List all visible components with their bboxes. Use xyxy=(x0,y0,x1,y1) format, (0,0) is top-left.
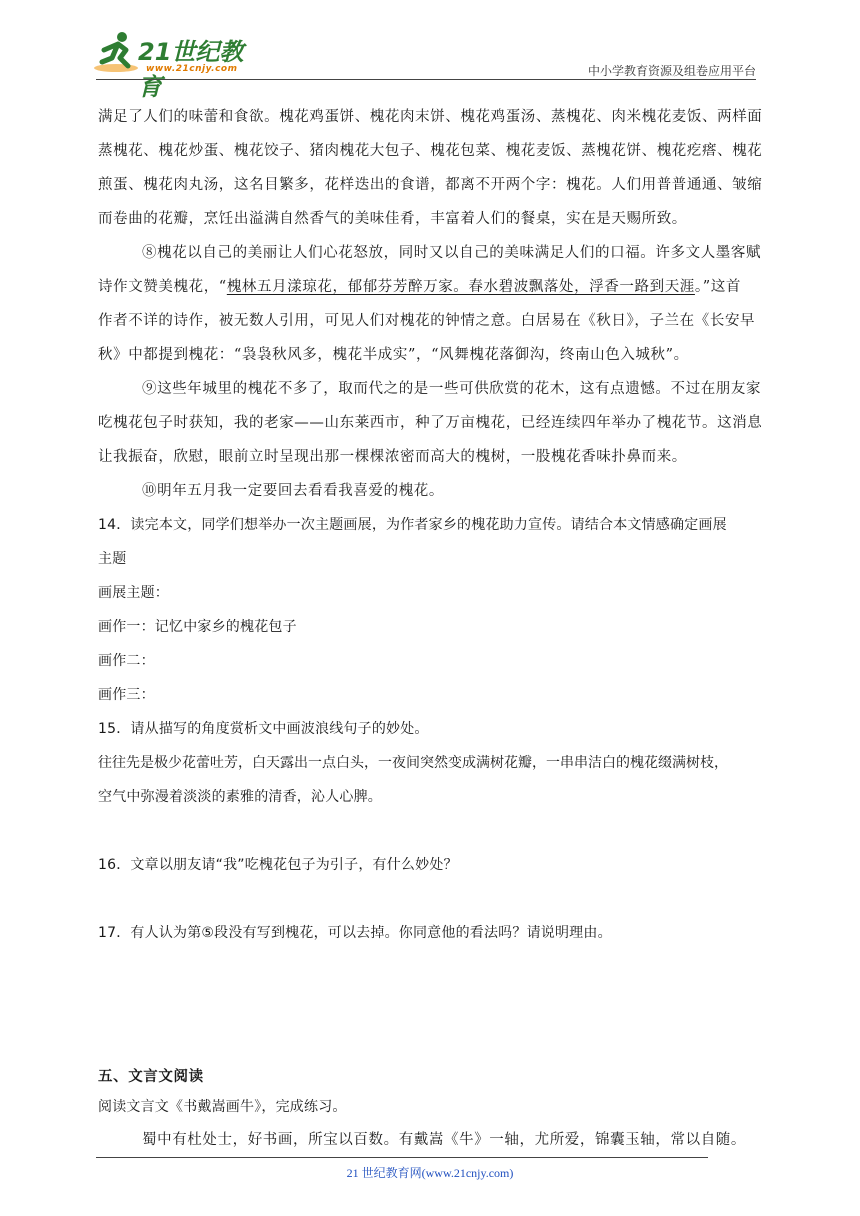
logo-url: www.21cnjy.com xyxy=(146,64,238,74)
footer-site: 21 世纪教育网(www.21cnjy.com) xyxy=(346,1166,514,1180)
classical-text-line: 蜀中有杜处士，好书画，所宝以百数。有戴嵩《牛》一轴，尤所爱，锦囊玉轴，常以自随。 xyxy=(142,1132,746,1148)
footer-divider xyxy=(96,1157,708,1158)
paragraph-8-line: 秋》中都提到槐花：“袅袅秋风多，槐花半成实”，“风舞槐花落御沟，终南山色入城秋”。 xyxy=(98,347,689,363)
paragraph-9-line: ⑨这些年城里的槐花不多了，取而代之的是一些可供欣赏的花木，这有点遗憾。不过在朋友家 xyxy=(142,381,762,397)
runner-logo-icon xyxy=(92,28,140,76)
paragraph-8-line: 作者不详的诗作，被无数人引用，可见人们对槐花的钟情之意。白居易在《秋日》，子兰在《长安早 xyxy=(98,313,756,329)
section-5-intro: 阅读文言文《书戴嵩画牛》，完成练习。 xyxy=(98,1099,347,1115)
paragraph-8-line: ⑧槐花以自己的美丽让人们心花怒放，同时又以自己的美味满足人们的口福。许多文人墨客赋 xyxy=(142,245,762,261)
logo-text: 21世纪教育 xyxy=(138,38,244,101)
artwork-3: 画作三： xyxy=(98,687,155,703)
question-14-cont: 主题 xyxy=(98,551,127,567)
section-5-heading: 五、文言文阅读 xyxy=(98,1069,204,1085)
question-15-quote: 空气中弥漫着淡淡的素雅的清香，沁人心脾。 xyxy=(98,789,382,805)
paragraph-10: ⑩明年五月我一定要回去看看我喜爱的槐花。 xyxy=(142,483,444,499)
artwork-1: 画作一：记忆中家乡的槐花包子 xyxy=(98,619,297,635)
question-14: 14．读完本文，同学们想举办一次主题画展，为作者家乡的槐花助力宣传。请结合本文情感确定画展 xyxy=(98,517,727,533)
platform-name: 中小学教育资源及组卷应用平台 xyxy=(587,64,756,78)
poem-close: 。”这首 xyxy=(694,279,741,295)
passage-line: 蒸槐花、槐花炒蛋、槐花饺子、猪肉槐花大包子、槐花包菜、槐花麦饭、蒸槐花饼、槐花疙瘩、槐花 xyxy=(98,143,763,159)
paragraph-9-line: 吃槐花包子时获知，我的老家——山东莱西市，种了万亩槐花，已经连续四年举办了槐花节。这消息 xyxy=(98,415,763,431)
question-15: 15．请从描写的角度赏析文中画波浪线句子的妙处。 xyxy=(98,721,429,737)
question-15-quote: 往往先是极少花蕾吐芳，白天露出一点白头，一夜间突然变成满树花瓣，一串串洁白的槐花缀满树枝， xyxy=(98,755,728,771)
paragraph-8-line xyxy=(98,270,766,304)
header-divider xyxy=(96,79,756,80)
passage-line: 而卷曲的花瓣，烹饪出溢满自然香气的美味佳肴，丰富着人们的餐桌，实在是天赐所致。 xyxy=(98,211,687,227)
page-header xyxy=(0,0,860,101)
passage-line: 满足了人们的味蕾和食欲。槐花鸡蛋饼、槐花肉末饼、槐花鸡蛋汤、蒸槐花、肉米槐花麦饭、两样面 xyxy=(98,109,763,125)
question-16: 16．文章以朋友请“我”吃槐花包子为引子，有什么妙处？ xyxy=(98,857,458,873)
poem-open: 诗作文赞美槐花，“ xyxy=(98,279,227,295)
artwork-2: 画作二： xyxy=(98,653,155,669)
passage-line: 煎蛋、槐花肉丸汤，这名目繁多，花样迭出的食谱，都离不开两个字：槐花。人们用普普通通、皱缩 xyxy=(98,177,763,193)
exhibition-theme-label: 画展主题： xyxy=(98,585,169,601)
question-17: 17．有人认为第⑤段没有写到槐花，可以去掉。你同意他的看法吗？请说明理由。 xyxy=(98,925,612,941)
paragraph-9-line: 让我振奋，欣慰，眼前立时呈现出那一棵棵浓密而高大的槐树，一股槐花香味扑鼻而来。 xyxy=(98,449,687,465)
logo xyxy=(92,28,262,101)
underlined-poem: 槐林五月漾琼花，郁郁芬芳醉万家。春水碧波飘落处，浮香一路到天涯 xyxy=(226,279,695,295)
document-body xyxy=(98,100,766,1160)
